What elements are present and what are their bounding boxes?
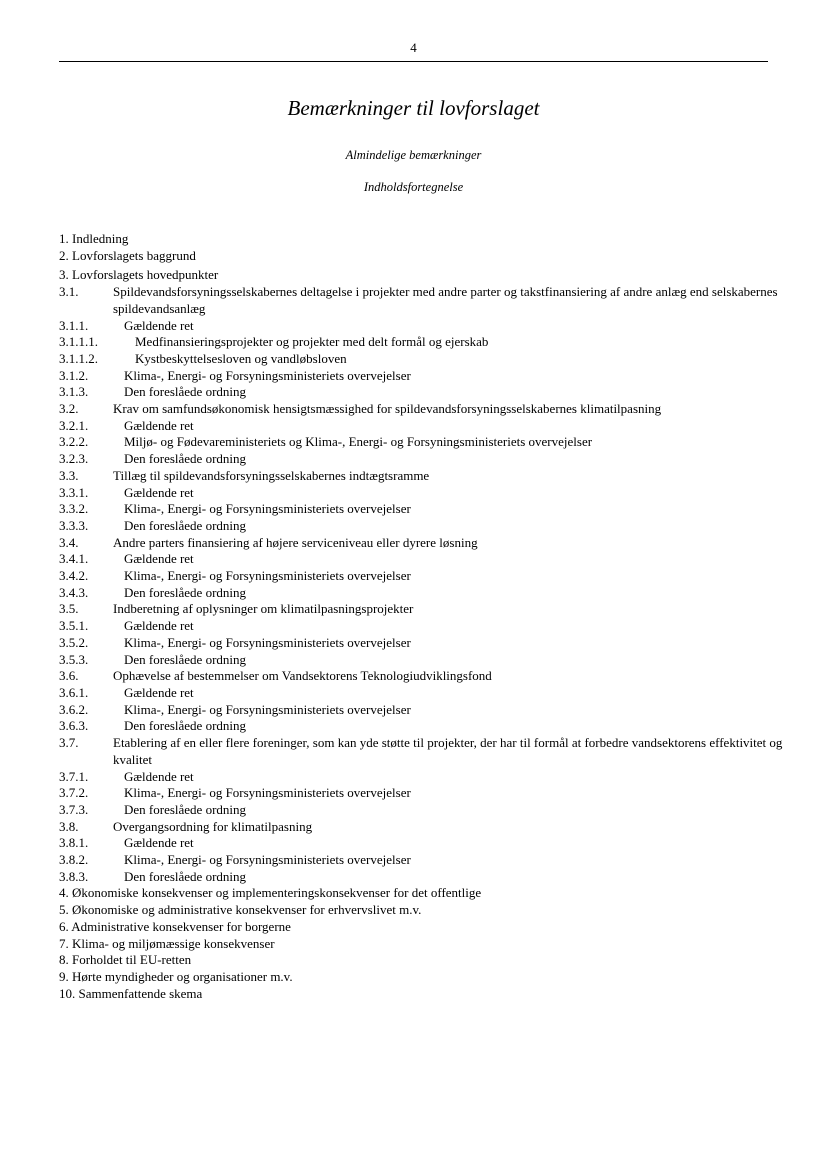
toc-entry-title: Spildevandsforsyningsselskabernes deltagelse i projekter med andre parter og takstfinansiering af andre anlæg end selskabernes spildevandsanlæg xyxy=(113,284,778,316)
toc-heading: Indholdsfortegnelse xyxy=(363,180,464,194)
toc-entry xyxy=(59,852,799,869)
toc-entry xyxy=(59,635,799,652)
toc-entry-number: 3.1.1.2. xyxy=(59,350,98,366)
toc-entry-number: 3.7. xyxy=(59,735,79,751)
toc-entry-number: 1. xyxy=(59,231,69,246)
toc-entry xyxy=(59,518,799,535)
toc-entry-number: 6. xyxy=(59,918,69,934)
toc-entry xyxy=(59,819,799,836)
toc-entry-number: 5. xyxy=(59,902,69,918)
toc-entry-number: 2. xyxy=(59,247,69,263)
toc-entry xyxy=(59,318,799,335)
toc-entry-number: 3.5. xyxy=(59,601,79,617)
toc-entry xyxy=(59,585,799,602)
toc-entry xyxy=(59,267,799,284)
toc-entry xyxy=(59,351,799,368)
toc-entry-number: 3.2.1. xyxy=(59,417,89,433)
toc-entry-number: 3.8.2. xyxy=(59,852,89,868)
toc-entry-title: Gældende ret xyxy=(124,551,194,567)
toc-entry-title: Forholdet til EU-retten xyxy=(72,952,192,968)
toc-entry xyxy=(59,401,799,418)
toc-entry xyxy=(59,451,799,468)
toc-entry-number: 3.5.2. xyxy=(59,634,89,650)
toc-entry-number: 3.1.1. xyxy=(59,317,89,333)
toc-entry-title: Den foreslåede ordning xyxy=(124,517,247,533)
toc-entry xyxy=(59,869,799,886)
toc-entry xyxy=(59,368,799,385)
toc-entry-title: Den foreslåede ordning xyxy=(124,384,247,400)
toc-entry-number: 3.3.2. xyxy=(59,501,89,517)
toc-entry-title: Klima-, Energi- og Forsyningsministeriets overvejelser xyxy=(124,501,411,517)
toc-entry-number: 4. xyxy=(59,885,69,901)
toc-entry-title: Klima-, Energi- og Forsyningsministeriets overvejelser xyxy=(124,785,411,801)
header-rule xyxy=(59,61,768,62)
toc-entry-title: Lovforslagets baggrund xyxy=(72,247,196,263)
toc-entry xyxy=(59,468,799,485)
toc-entry-number: 3.7.2. xyxy=(59,785,89,801)
toc-entry xyxy=(59,601,799,618)
toc-entry xyxy=(59,802,799,819)
toc-entry-number: 3.1.3. xyxy=(59,384,89,400)
toc-entry-number: 3.4. xyxy=(59,534,79,550)
toc-entry-title: Kystbeskyttelsesloven og vandløbsloven xyxy=(135,350,347,366)
toc-entry xyxy=(59,835,799,852)
toc-entry-title: Overgangsordning for klimatilpasning xyxy=(113,818,313,834)
toc-entry-number: 3.3.3. xyxy=(59,517,89,533)
toc-entry-title: Klima-, Energi- og Forsyningsministeriets overvejelser xyxy=(124,568,411,584)
toc-entry-title: Den foreslåede ordning xyxy=(124,718,247,734)
toc-entry xyxy=(59,551,799,568)
toc-entry-title: Økonomiske og administrative konsekvenser for erhvervslivet m.v. xyxy=(72,902,422,918)
toc-entry xyxy=(59,668,799,685)
toc-entry-title: Klima-, Energi- og Forsyningsministeriets overvejelser xyxy=(124,367,411,383)
toc-entry xyxy=(59,284,799,317)
toc-entry-number: 3.5.3. xyxy=(59,651,89,667)
toc-entry xyxy=(59,231,799,248)
toc-entry-title: Økonomiske konsekvenser og implementeringskonsekvenser for det offentlige xyxy=(72,885,482,901)
toc-entry-title: Den foreslåede ordning xyxy=(124,651,247,667)
toc-entry-number: 3.8.3. xyxy=(59,868,89,884)
toc-entry-number: 8. xyxy=(59,952,69,968)
toc-entry xyxy=(59,969,799,986)
toc-entry-title: Gældende ret xyxy=(124,618,194,634)
toc-entry-number: 3.3. xyxy=(59,467,79,483)
toc-entry-number: 3.8.1. xyxy=(59,835,89,851)
toc-entry-title: Gældende ret xyxy=(124,417,194,433)
toc-entry xyxy=(59,702,799,719)
toc-entry xyxy=(59,986,799,1003)
toc-entry xyxy=(59,618,799,635)
toc-entry xyxy=(59,535,799,552)
page-title: Bemærkninger til lovforslaget xyxy=(287,96,540,120)
toc-entry-number: 3.6.2. xyxy=(59,701,89,717)
toc-entry xyxy=(59,885,799,902)
toc-entry-title: Indberetning af oplysninger om klimatilpasningsprojekter xyxy=(113,601,414,617)
toc-entry xyxy=(59,735,799,768)
toc-entry-title: Gældende ret xyxy=(124,835,194,851)
toc-entry-number: 3.1.1.1. xyxy=(59,334,98,350)
toc-entry-title: Hørte myndigheder og organisationer m.v. xyxy=(72,968,293,984)
toc-entry-title: Klima-, Energi- og Forsyningsministeriets overvejelser xyxy=(124,634,411,650)
toc-entry-title: Den foreslåede ordning xyxy=(124,868,247,884)
toc-entry-title: Gældende ret xyxy=(124,317,194,333)
toc-entry xyxy=(59,418,799,435)
toc-entry-number: 3.8. xyxy=(59,818,79,834)
toc-entry xyxy=(59,902,799,919)
toc-entry-title: Indledning xyxy=(72,231,129,246)
toc-entry-title: Lovforslagets hovedpunkter xyxy=(72,267,219,283)
toc-entry-number: 10. xyxy=(59,985,76,1001)
toc-entry-title: Etablering af en eller flere foreninger, som kan yde støtte til projekter, der har til formål at forbedre vandsektorens effektivitet og kvalitet xyxy=(113,735,783,767)
toc-entry xyxy=(59,652,799,669)
toc-entry xyxy=(59,568,799,585)
toc-entry-number: 3.2. xyxy=(59,401,79,417)
toc-entry-title: Administrative konsekvenser for borgerne xyxy=(71,918,291,934)
toc-entry-title: Miljø- og Fødevareministeriets og Klima-, Energi- og Forsyningsministeriets overvejelser xyxy=(124,434,593,450)
toc-entry-number: 3.5.1. xyxy=(59,618,89,634)
toc-entry xyxy=(59,334,799,351)
toc-entry xyxy=(59,501,799,518)
toc-entry-title: Klima-, Energi- og Forsyningsministeriets overvejelser xyxy=(124,701,411,717)
section-subtitle: Almindelige bemærkninger xyxy=(345,148,482,162)
toc-entry xyxy=(59,718,799,735)
toc-entry-number: 3.2.3. xyxy=(59,451,89,467)
toc-entry-title: Den foreslåede ordning xyxy=(124,584,247,600)
toc-entry-number: 7. xyxy=(59,935,69,951)
toc-entry xyxy=(59,384,799,401)
toc-entry xyxy=(59,248,799,265)
toc-entry xyxy=(59,434,799,451)
toc-entry-title: Den foreslåede ordning xyxy=(124,801,247,817)
toc-entry-number: 9. xyxy=(59,968,69,984)
toc-entry xyxy=(59,685,799,702)
toc-entry-title: Krav om samfundsøkonomisk hensigtsmæssighed for spildevandsforsyningsselskabernes klimatilpasning xyxy=(113,401,662,417)
toc-entry-number: 3.1.2. xyxy=(59,367,89,383)
toc-entry-title: Ophævelse af bestemmelser om Vandsektorens Teknologiudviklingsfond xyxy=(113,668,492,684)
toc-entry-title: Gældende ret xyxy=(124,768,194,784)
toc-entry xyxy=(59,485,799,502)
toc-entry xyxy=(59,769,799,786)
toc-entry-number: 3.3.1. xyxy=(59,484,89,500)
toc-entry-title: Klima-, Energi- og Forsyningsministeriets overvejelser xyxy=(124,852,411,868)
page-number: 4 xyxy=(410,40,417,55)
toc-entry-number: 3.6.3. xyxy=(59,718,89,734)
toc-entry-title: Tillæg til spildevandsforsyningsselskabernes indtægtsramme xyxy=(113,467,430,483)
table-of-contents xyxy=(59,231,799,1002)
toc-entry xyxy=(59,785,799,802)
toc-entry-number: 3.7.1. xyxy=(59,768,89,784)
toc-entry xyxy=(59,919,799,936)
toc-entry-title: Medfinansieringsprojekter og projekter med delt formål og ejerskab xyxy=(135,334,489,350)
toc-entry xyxy=(59,952,799,969)
toc-entry-title: Den foreslåede ordning xyxy=(124,451,247,467)
toc-entry-title: Klima- og miljømæssige konsekvenser xyxy=(72,935,275,951)
toc-entry-title: Sammenfattende skema xyxy=(78,985,203,1001)
toc-entry-number: 3.1. xyxy=(59,284,79,300)
toc-entry-number: 3.2.2. xyxy=(59,434,89,450)
toc-entry-title: Gældende ret xyxy=(124,484,194,500)
toc-entry-number: 3.6. xyxy=(59,668,79,684)
toc-entry-number: 3. xyxy=(59,267,69,283)
toc-entry-number: 3.6.1. xyxy=(59,684,89,700)
toc-entry xyxy=(59,936,799,953)
toc-entry-number: 3.4.2. xyxy=(59,568,89,584)
toc-entry-title: Gældende ret xyxy=(124,684,194,700)
toc-entry-number: 3.4.1. xyxy=(59,551,89,567)
toc-entry-number: 3.7.3. xyxy=(59,801,89,817)
toc-entry-number: 3.4.3. xyxy=(59,584,89,600)
toc-entry-title: Andre parters finansiering af højere serviceniveau eller dyrere løsning xyxy=(113,534,478,550)
